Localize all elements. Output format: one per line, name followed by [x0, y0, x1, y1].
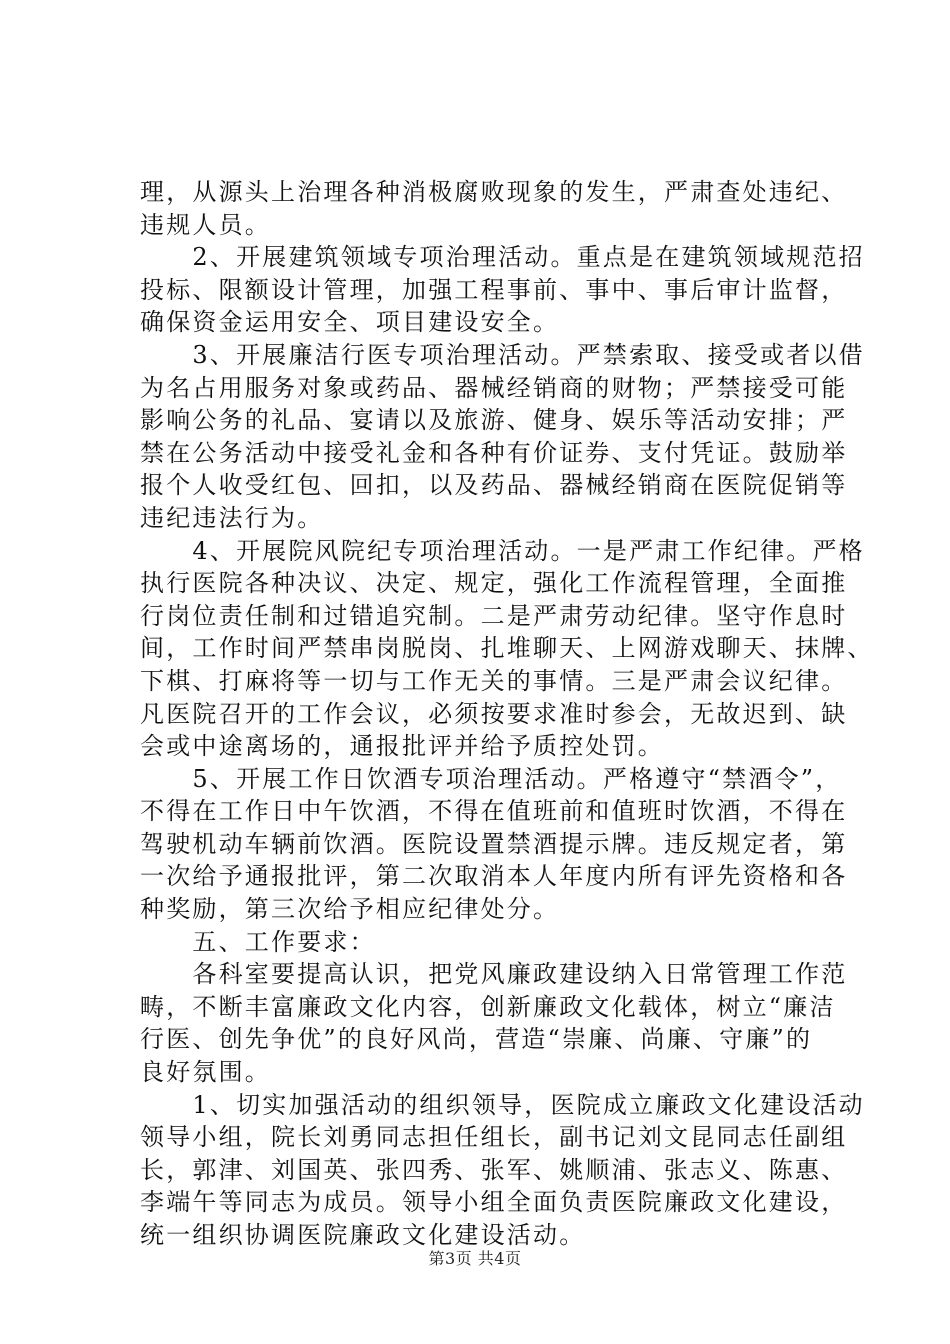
text-line: 违纪违法行为。: [140, 503, 324, 532]
text-line: 统一组织协调医院廉政文化建设活动。: [140, 1221, 586, 1249]
page-number-footer: 第3页 共4页: [428, 1249, 522, 1268]
text-line: 1、切实加强活动的组织领导，医院成立廉政文化建设活动: [140, 1090, 865, 1119]
text-line: 执行医院各种决议、决定、规定，强化工作流程管理，全面推: [140, 569, 848, 598]
text-line: 行医、创先争优”的良好风尚，营造“崇廉、尚廉、守廉”的: [140, 1025, 813, 1054]
text-line: 确保资金运用安全、项目建设安全。: [140, 308, 560, 337]
text-line: 各科室要提高认识，把党风廉政建设纳入日常管理工作范: [140, 960, 848, 989]
text-line: 影响公务的礼品、宴请以及旅游、健身、娱乐等活动安排；严: [140, 406, 848, 435]
text-line: 长，郭津、刘国英、张四秀、张军、姚顺浦、张志义、陈惠、: [140, 1155, 848, 1184]
text-line: 不得在工作日中午饮酒，不得在值班前和值班时饮酒，不得在: [140, 797, 848, 826]
text-line: 4、开展院风院纪专项治理活动。一是严肃工作纪律。严格: [140, 536, 865, 565]
section-heading: 五、工作要求：: [140, 927, 376, 956]
text-line: 行岗位责任制和过错追究制。二是严肃劳动纪律。坚守作息时: [140, 601, 848, 630]
text-line: 投标、限额设计管理，加强工程事前、事中、事后审计监督，: [140, 275, 848, 304]
text-line: 良好氛围。: [140, 1058, 271, 1087]
text-line: 下棋、打麻将等一切与工作无关的事情。三是严肃会议纪律。: [140, 666, 848, 695]
text-line: 为名占用服务对象或药品、器械经销商的财物；严禁接受可能: [140, 373, 848, 402]
text-line: 违规人员。: [140, 210, 271, 239]
text-line: 畴，不断丰富廉政文化内容，创新廉政文化载体，树立“廉洁: [140, 992, 836, 1021]
text-line: 凡医院召开的工作会议，必须按要求准时参会，无故迟到、缺: [140, 699, 848, 728]
text-line: 一次给予通报批评，第二次取消本人年度内所有评先资格和各: [140, 862, 848, 891]
text-line: 2、开展建筑领域专项治理活动。重点是在建筑领域规范招: [140, 243, 865, 272]
text-line: 驾驶机动车辆前饮酒。医院设置禁酒提示牌。违反规定者，第: [140, 829, 848, 858]
text-line: 5、开展工作日饮酒专项治理活动。严格遵守“禁酒令”，: [140, 764, 842, 793]
text-line: 理，从源头上治理各种消极腐败现象的发生，严肃查处违纪、: [140, 178, 848, 206]
text-line: 报个人收受红包、回扣，以及药品、器械经销商在医院促销等: [140, 471, 848, 500]
text-line: 李端午等同志为成员。领导小组全面负责医院廉政文化建设，: [140, 1188, 848, 1217]
text-line: 种奖励，第三次给予相应纪律处分。: [140, 895, 560, 924]
document-body: [140, 176, 874, 1252]
text-line: 禁在公务活动中接受礼金和各种有价证券、支付凭证。鼓励举: [140, 438, 848, 467]
text-line: 会或中途离场的，通报批评并给予质控处罚。: [140, 732, 664, 761]
text-line: 领导小组，院长刘勇同志担任组长，副书记刘文昆同志任副组: [140, 1123, 848, 1152]
text-line: 间，工作时间严禁串岗脱岗、扎堆聊天、上网游戏聊天、抹牌、: [140, 634, 874, 663]
text-line: 3、开展廉洁行医专项治理活动。严禁索取、接受或者以借: [140, 340, 865, 369]
